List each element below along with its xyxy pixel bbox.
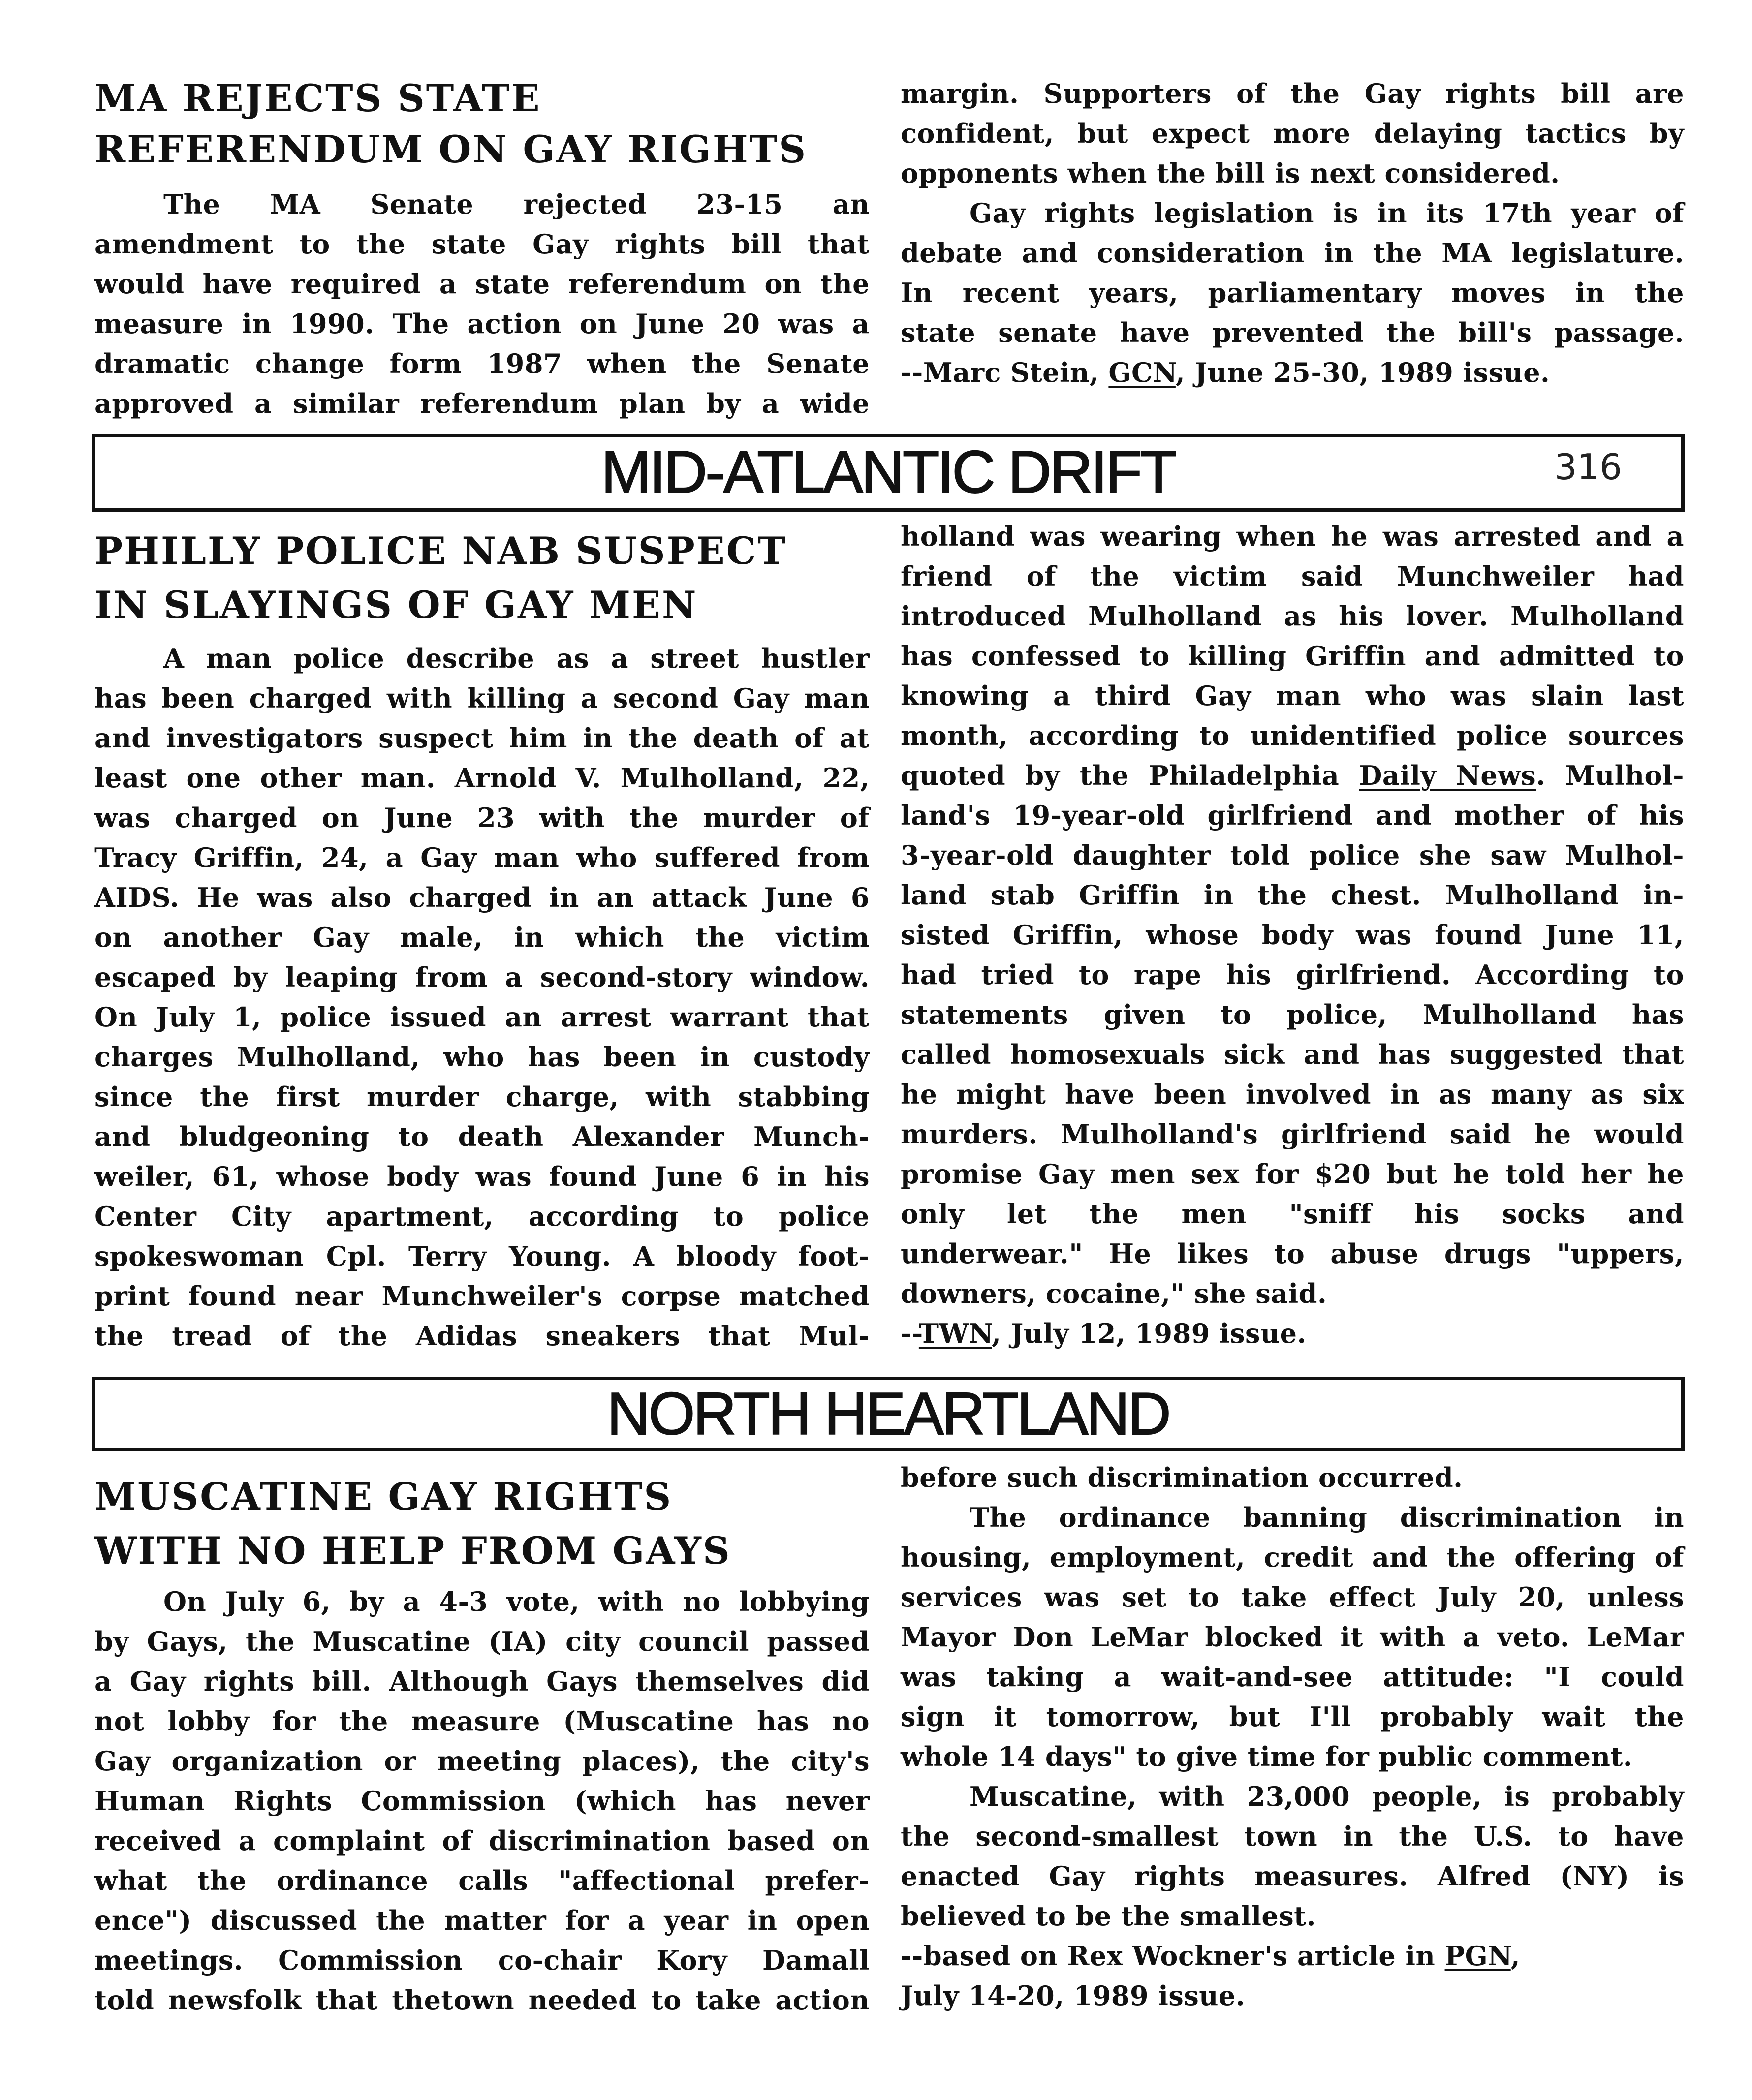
article-text-line: would have required a state referendum on the (94, 268, 870, 300)
article-text-line (901, 353, 1684, 392)
article-text-line (901, 1314, 1684, 1353)
article-text-line: weiler, 61, whose body was found June 6 in his (94, 1161, 870, 1192)
article-text-line: and investigators suspect him in the death of at (94, 722, 870, 754)
article-text-line: Human Rights Commission (which has never (94, 1785, 870, 1817)
article-text-line: underwear." He likes to abuse drugs "uppers, (901, 1238, 1684, 1269)
article-text-line: The ordinance banning discrimination in (970, 1502, 1684, 1533)
article-text-line: services was set to take effect July 20, unless (901, 1581, 1684, 1613)
article-text-line: believed to be the smallest. (901, 1900, 1316, 1932)
article-text-line: housing, employment, credit and the offering of (901, 1542, 1684, 1573)
article-text-line: a Gay rights bill. Although Gays themselves did (94, 1666, 870, 1697)
article-text-line: on another Gay male, in which the victim (94, 922, 870, 953)
article-text-line: 3-year-old daughter told police she saw Mulhol- (901, 839, 1684, 871)
article-text-line: land's 19-year-old girlfriend and mother of his (901, 800, 1684, 831)
article-text-line: On July 6, by a 4-3 vote, with no lobbying (163, 1586, 870, 1617)
article-text-line: he might have been involved in as many as six (901, 1079, 1684, 1110)
article-text-line: promise Gay men sex for $20 but he told her he (901, 1158, 1684, 1190)
article-text-line: Gay organization or meeting places), the city's (94, 1745, 870, 1777)
article-text-line: confident, but expect more delaying tactics by (901, 118, 1684, 149)
text-segment: , June 25-30, 1989 issue. (1175, 357, 1550, 388)
article-text-line: least one other man. Arnold V. Mulholland, 22, (94, 762, 870, 794)
article-headline: PHILLY POLICE NAB SUSPECT (94, 529, 787, 573)
article-text-line: was taking a wait-and-see attitude: "I could (901, 1661, 1684, 1693)
article-text-line: Muscatine, with 23,000 people, is probably (970, 1781, 1684, 1812)
text-segment: . Mulhol- (1536, 760, 1684, 791)
article-text-line: dramatic change form 1987 when the Senate (94, 348, 870, 379)
article-text-line: July 14-20, 1989 issue. (901, 1980, 1246, 2011)
article-text-line: The MA Senate rejected 23-15 an (163, 188, 870, 220)
text-segment: quoted by the Philadelphia (901, 760, 1359, 791)
article-text-line: month, according to unidentified police sources (901, 720, 1684, 751)
article-text-line: land stab Griffin in the chest. Mulholland in- (901, 879, 1684, 911)
article-text-line: the second-smallest town in the U.S. to have (901, 1821, 1684, 1852)
page-number: 316 (1554, 446, 1622, 488)
article-text-line: opponents when the bill is next considered. (901, 157, 1560, 189)
article-text-line: knowing a third Gay man who was slain last (901, 680, 1684, 711)
article-text-line: AIDS. He was also charged in an attack June 6 (94, 882, 870, 913)
article-text-line: sign it tomorrow, but I'll probably wait the (901, 1701, 1684, 1732)
article-text-line: meetings. Commission co-chair Kory Damall (94, 1945, 870, 1976)
article-text-line: called homosexuals sick and has suggested that (901, 1039, 1684, 1070)
article-text-line: charges Mulholland, who has been in custody (94, 1041, 870, 1073)
article-text-line: friend of the victim said Munchweiler had (901, 560, 1684, 592)
article-text-line: by Gays, the Muscatine (IA) city council passed (94, 1626, 870, 1657)
publication-name: PGN (1444, 1940, 1511, 1972)
text-segment: , (1510, 1940, 1521, 1972)
article-text-line: not lobby for the measure (Muscatine has no (94, 1705, 870, 1737)
article-text-line: Mayor Don LeMar blocked it with a veto. LeMar (901, 1621, 1684, 1653)
text-segment: , July 12, 1989 issue. (992, 1318, 1307, 1349)
article-text-line: escaped by leaping from a second-story window. (94, 961, 870, 993)
article-text-line: approved a similar referendum plan by a wide (94, 388, 870, 419)
article-text-line: Gay rights legislation is in its 17th year of (970, 197, 1684, 229)
article-text-line: whole 14 days" to give time for public comment. (901, 1741, 1633, 1772)
article-text-line: measure in 1990. The action on June 20 was a (94, 308, 870, 340)
article-headline: IN SLAYINGS OF GAY MEN (94, 583, 698, 627)
article-text-line: since the first murder charge, with stabbing (94, 1081, 870, 1112)
section-banner-north-heartland (92, 1377, 1685, 1451)
article-text-line: On July 1, police issued an arrest warrant that (94, 1001, 870, 1033)
article-text-line: only let the men "sniff his socks and (901, 1198, 1684, 1230)
article-text-line: the tread of the Adidas sneakers that Mul- (94, 1320, 870, 1352)
article-text-line: has confessed to killing Griffin and admitted to (901, 640, 1684, 672)
article-text-line: and bludgeoning to death Alexander Munch- (94, 1121, 870, 1152)
article-text-line: introduced Mulholland as his lover. Mulholland (901, 600, 1684, 632)
article-text-line: Center City apartment, according to police (94, 1201, 870, 1232)
article-text-line: had tried to rape his girlfriend. According to (901, 959, 1684, 990)
article-text-line: Tracy Griffin, 24, a Gay man who suffered from (94, 842, 870, 873)
article-text-line: margin. Supporters of the Gay rights bill are (901, 78, 1684, 109)
article-text-line: murders. Mulholland's girlfriend said he would (901, 1118, 1684, 1150)
article-headline: WITH NO HELP FROM GAYS (94, 1529, 731, 1573)
article-text-line: has been charged with killing a second Gay man (94, 682, 870, 714)
article-text-line: state senate have prevented the bill's passage. (901, 317, 1684, 348)
article-headline: MUSCATINE GAY RIGHTS (94, 1475, 673, 1518)
article-headline: REFERENDUM ON GAY RIGHTS (94, 127, 808, 171)
article-text-line: A man police describe as a street hustler (163, 643, 870, 674)
banner-title: MID-ATLANTIC DRIFT (601, 438, 1175, 505)
article-text-line: print found near Munchweiler's corpse matched (94, 1280, 870, 1312)
article-text-line: amendment to the state Gay rights bill that (94, 228, 870, 260)
publication-name: TWN (918, 1318, 992, 1349)
banner-title: NORTH HEARTLAND (607, 1380, 1169, 1447)
article-text-line: statements given to police, Mulholland has (901, 999, 1684, 1030)
text-segment: --based on Rex Wockner's article in (901, 1940, 1445, 1972)
article-text-line: before such discrimination occurred. (901, 1462, 1463, 1493)
article-text-line (901, 1936, 1684, 1976)
article-text-line: enacted Gay rights measures. Alfred (NY) is (901, 1860, 1684, 1892)
text-segment: -- (901, 1318, 919, 1349)
article-text-line: debate and consideration in the MA legislature. (901, 237, 1684, 269)
publication-name: GCN (1108, 357, 1176, 388)
publication-name: Daily News (1359, 760, 1536, 791)
article-text-line: ence") discussed the matter for a year in open (94, 1905, 870, 1936)
article-text-line: what the ordinance calls "affectional prefer- (94, 1865, 870, 1896)
article-text-line: was charged on June 23 with the murder of (94, 802, 870, 834)
article-text-line: spokeswoman Cpl. Terry Young. A bloody foot- (94, 1240, 870, 1272)
article-text-line: received a complaint of discrimination based on (94, 1825, 870, 1856)
text-segment: --Marc Stein, (901, 357, 1109, 388)
article-text-line: sisted Griffin, whose body was found June 11, (901, 919, 1684, 951)
article-headline: MA REJECTS STATE (94, 76, 541, 120)
section-banner-mid-atlantic (92, 434, 1685, 512)
article-text-line: In recent years, parliamentary moves in the (901, 277, 1684, 309)
article-text-line: downers, cocaine," she said. (901, 1278, 1327, 1309)
article-text-line: told newsfolk that thetown needed to take action (94, 1984, 870, 2016)
article-text-line (901, 756, 1684, 795)
article-text-line: holland was wearing when he was arrested and a (901, 521, 1684, 552)
